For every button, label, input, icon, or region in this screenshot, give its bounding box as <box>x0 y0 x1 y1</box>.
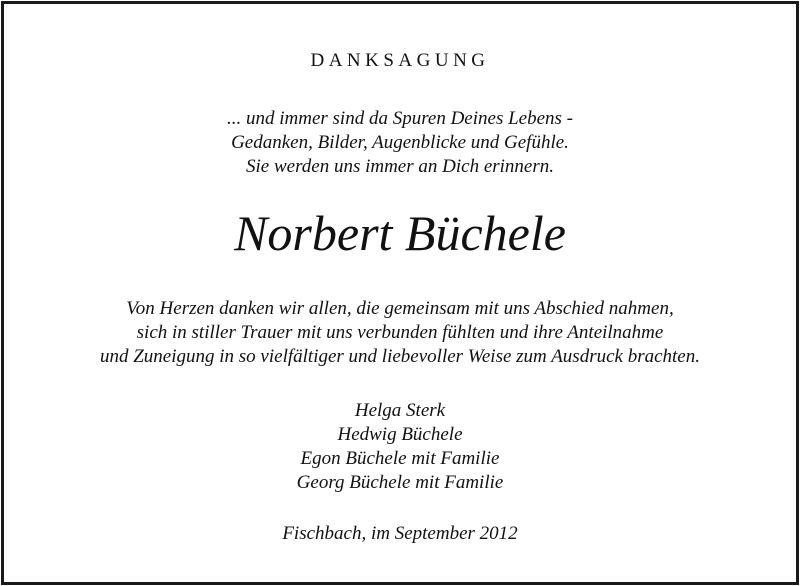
message-line-3: und Zuneigung in so vielfältiger und liebevoller Weise zum Ausdruck brachten. <box>99 346 700 367</box>
notice-frame <box>1 1 799 585</box>
signer-2: Hedwig Büchele <box>337 424 463 445</box>
deceased-name: Norbert Büchele <box>234 205 566 261</box>
message-line-1: Von Herzen danken wir allen, die gemeinsam mit uns Abschied nahmen, <box>126 298 674 319</box>
place-date: Fischbach, im September 2012 <box>282 523 518 544</box>
signer-4: Georg Büchele mit Familie <box>296 472 504 493</box>
notice-heading: DANKSAGUNG <box>310 50 490 71</box>
verse-line-3: Sie werden uns immer an Dich erinnern. <box>246 156 554 177</box>
signer-1: Helga Sterk <box>354 400 446 421</box>
message-line-2: sich in stiller Trauer mit uns verbunden fühlten und ihre Anteilnahme <box>136 322 664 343</box>
verse-line-2: Gedanken, Bilder, Augenblicke und Gefühle. <box>231 132 569 153</box>
verse-line-1: ... und immer sind da Spuren Deines Lebens - <box>226 108 573 129</box>
signer-3: Egon Büchele mit Familie <box>300 448 500 469</box>
